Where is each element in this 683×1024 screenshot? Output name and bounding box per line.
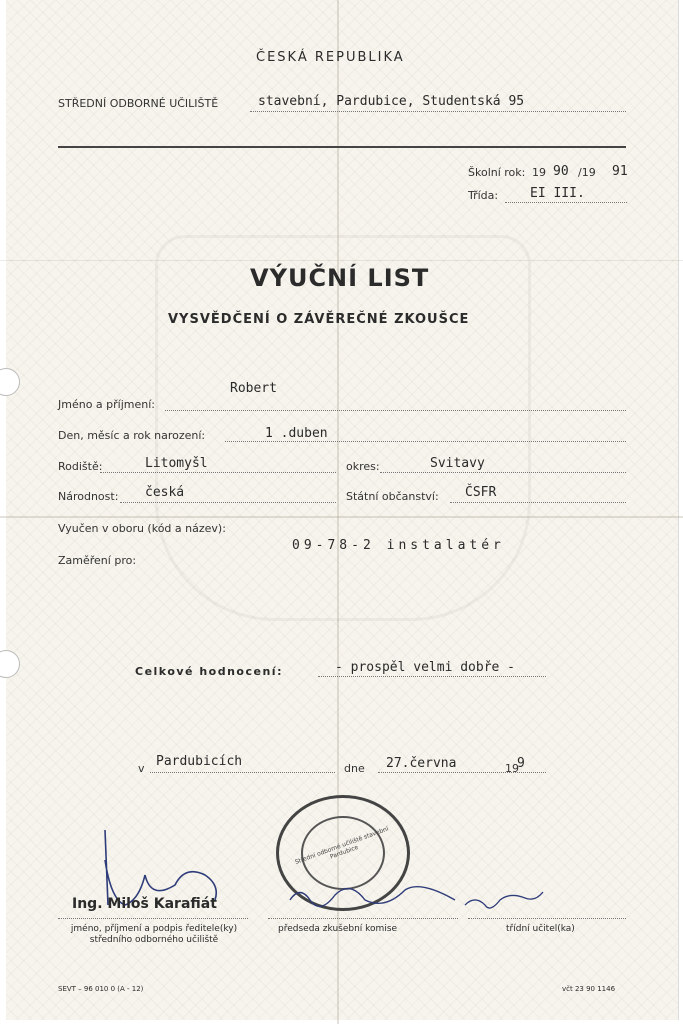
document-subtitle: VYSVĚDČENÍ O ZÁVĚREČNÉ ZKOUŠCE (168, 312, 470, 327)
date-value: 27.června (386, 756, 457, 771)
overall-grade-value: - prospěl velmi dobře - (335, 660, 516, 675)
dotted-line (58, 918, 248, 919)
school-year-from: 90 (553, 164, 569, 179)
school-year-prefix: 19 (532, 166, 546, 179)
country-heading: ČESKÁ REPUBLIKA (256, 50, 405, 65)
birth-value: 1 .duben (265, 426, 328, 441)
stamp-text: Střední odborné učiliště stavební Pardubice (294, 825, 390, 866)
place-prefix: v (138, 762, 145, 775)
dotted-line (268, 918, 458, 919)
district-value: Svitavy (430, 456, 485, 471)
year-prefix: 19 (505, 762, 519, 775)
trade-value: 09-78-2 instalatér (292, 538, 505, 553)
trained-label: Vyučen v oboru (kód a název): (58, 522, 226, 535)
name-value: Robert (230, 381, 277, 396)
school-year-separator: /19 (578, 166, 596, 179)
name-label: Jméno a příjmení: (58, 398, 155, 411)
birthplace-label: Rodiště: (58, 460, 103, 473)
teacher-caption: třídní učitel(ka) (506, 924, 575, 934)
director-signature (105, 830, 216, 905)
place-value: Pardubicích (156, 754, 243, 769)
school-year-label: Školní rok: (468, 166, 526, 179)
school-value: stavební, Pardubice, Studentská 95 (258, 94, 525, 109)
document-title: VÝUČNÍ LIST (250, 264, 430, 292)
chair-caption: předseda zkušební komise (278, 924, 398, 934)
school-year-to: 91 (612, 164, 628, 179)
footer-form-code: SEVT – 96 010 0 (A - 12) (58, 985, 144, 993)
dotted-line (468, 918, 626, 919)
class-label: Třída: (468, 189, 499, 202)
birthplace-value: Litomyšl (145, 456, 208, 471)
birth-label: Den, měsíc a rok narození: (58, 429, 206, 442)
director-caption: jméno, příjmení a podpis ředitele(ky) středního odborného učiliště (70, 924, 238, 945)
overall-grade-label: Celkové hodnocení: (135, 665, 283, 678)
teacher-signature (465, 892, 543, 908)
citizenship-value: ČSFR (465, 485, 497, 500)
citizenship-label: Státní občanství: (346, 490, 439, 503)
chair-signature (290, 887, 455, 907)
date-prefix: dne (344, 762, 365, 775)
nationality-label: Národnost: (58, 490, 119, 503)
class-value: EI III. (530, 186, 585, 201)
district-label: okres: (346, 460, 380, 473)
footer-print-code: včt 23 90 1146 (562, 985, 616, 993)
school-label: STŘEDNÍ ODBORNÉ UČILIŠTĚ (58, 97, 219, 110)
director-name: Ing. Miloš Karafiát (72, 896, 217, 912)
nationality-value: česká (145, 485, 185, 500)
year-value: 9 (517, 756, 525, 771)
focus-label: Zaměření pro: (58, 554, 137, 567)
